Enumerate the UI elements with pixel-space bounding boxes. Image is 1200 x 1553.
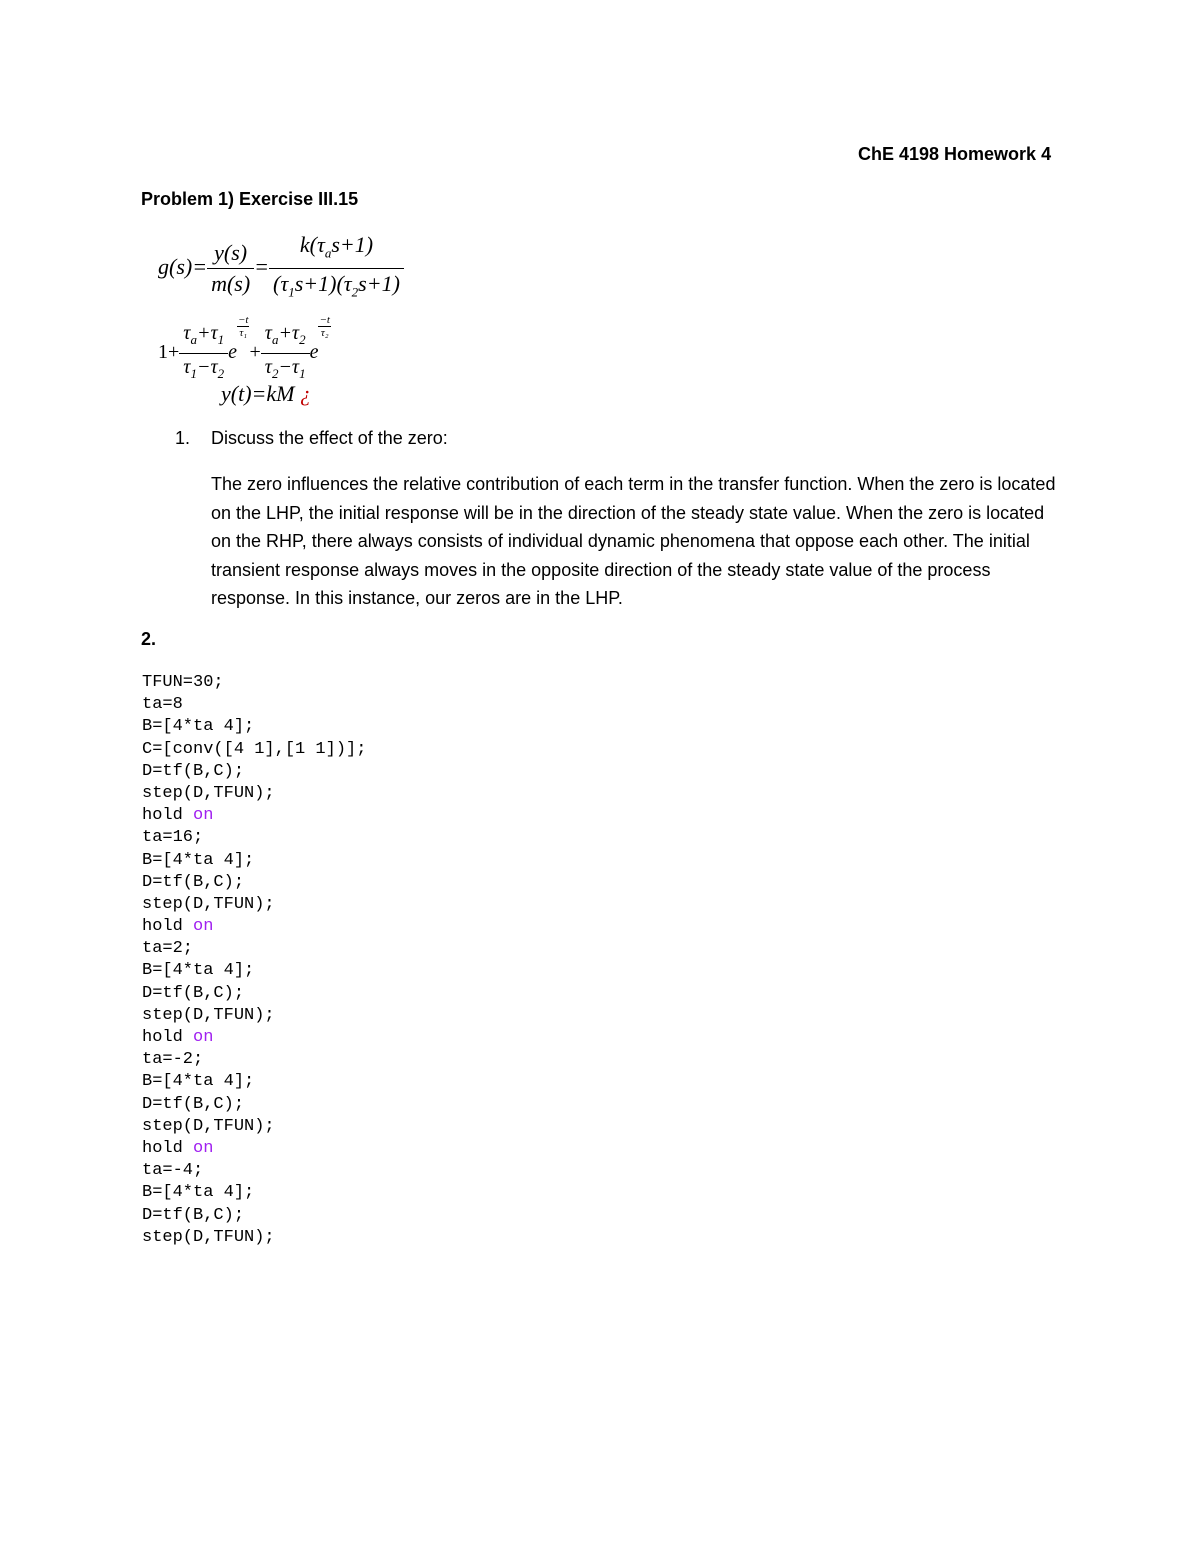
eq-den2-c: s+1) [358,271,400,297]
code-line [142,672,366,694]
code-line [142,805,366,827]
code-line-text: B=[4*ta 4]; [142,1072,255,1092]
resp-exp-top-2: −t [319,314,330,326]
list-marker-1: 1. [175,428,191,448]
eq-den2-b: s+1)(τ [294,271,352,297]
resp-den2-b-sub: 1 [299,365,306,381]
code-line [142,983,366,1005]
answer-paragraph: The zero influences the relative contribution of each term in the transfer function. When the zero is located on the LHP, the initial response will be in the direction of the steady state value. When the zero is located on the RHP, there always consists of individual dynamic phenomena that oppose each other. The initial transient response always moves in the opposite direction of the steady state value of the process response. In this instance, our zeros are in the LHP. [211,474,1056,609]
code-keyword: on [193,1138,214,1158]
document-header-title: ChE 4198 Homework 4 [858,144,1052,164]
code-line [142,761,366,783]
code-line [142,916,366,938]
resp-numerator-1 [179,320,228,354]
resp-exp-bot-1: τ₁ [239,327,248,339]
code-line [142,1227,366,1249]
resp-den2-a: τ [264,355,272,378]
code-line-text: step(D,TFUN); [142,894,275,914]
eq-num2-sub: a [324,245,332,261]
code-line [142,739,366,761]
code-line [142,938,366,960]
code-line-text: B=[4*ta 4]; [142,961,255,981]
code-line [142,783,366,805]
code-line-text: ta=16; [142,828,204,848]
code-line-text: ta=2; [142,939,194,959]
resp-num2-a-sub: a [271,331,279,347]
eq-num2-head: k(τ [299,232,325,257]
list-item-1 [175,428,448,449]
eq-fraction-1 [207,238,254,299]
code-line [142,716,366,738]
resp-num1-b-sub: 1 [217,331,225,347]
code-line [142,1071,366,1093]
eq-numerator-2 [269,230,404,269]
code-line [142,1094,366,1116]
code-line-text: D=tf(B,C); [142,1094,245,1114]
code-line-text: hold [142,917,194,937]
code-line-text: ta=-2; [142,1050,204,1070]
resp-plus: + [249,341,261,363]
code-line [142,850,366,872]
code-line [142,1005,366,1027]
code-line-text: step(D,TFUN); [142,1005,275,1025]
resp-fraction-2 [261,320,310,387]
code-line-text: C=[conv([4 1],[1 1])]; [142,739,367,759]
output-equation-text: y(t)=kM [221,381,295,406]
resp-den2-a-sub: 2 [271,365,279,381]
code-line-text: B=[4*ta 4]; [142,850,255,870]
code-line [142,1182,366,1204]
code-line-text: ta=-4; [142,1161,204,1181]
code-keyword: on [193,1028,214,1047]
code-line-text: hold [142,806,194,826]
resp-num2-b: +τ [278,321,300,344]
code-line-text: D=tf(B,C); [142,872,245,892]
list-marker-2: 2. [141,629,157,649]
code-line [142,1160,366,1182]
resp-den1-b-sub: 2 [217,365,225,381]
resp-exp-top-1: −t [238,314,249,326]
code-line-text: step(D,TFUN); [142,1116,275,1136]
resp-numerator-2 [261,320,310,354]
resp-exponent-1 [237,314,249,339]
code-line [142,1205,366,1227]
code-line-text: ta=8 [142,695,183,715]
code-line [142,872,366,894]
code-keyword: on [193,806,214,826]
code-line-text: B=[4*ta 4]; [142,717,255,737]
problem-heading: Problem 1) Exercise III.15 [141,189,359,209]
code-line-text: B=[4*ta 4]; [142,1183,255,1203]
code-line [142,1116,366,1138]
resp-den1-a: τ [183,355,191,378]
code-line-text: hold [142,1028,194,1047]
eq-den2-a-sub: 1 [288,284,295,300]
resp-exponent-2 [318,314,330,339]
output-equation-error-glyph: ¿ [299,381,311,406]
eq-fraction-2 [269,230,404,308]
resp-num2-b-sub: 2 [299,331,306,347]
code-line [142,827,366,849]
code-line [142,694,366,716]
code-line-text: step(D,TFUN); [142,783,275,803]
eq-equals: = [254,253,270,279]
resp-num1-b: +τ [196,321,218,344]
resp-den2-b: −τ [278,355,300,378]
eq-numerator-1: y(s) [207,238,254,269]
code-line-text: step(D,TFUN); [142,1227,275,1247]
code-line-text: TFUN=30; [142,673,224,692]
resp-den1-a-sub: 1 [190,365,197,381]
transfer-function-equation [158,230,404,308]
eq-den2-a: (τ [273,271,289,297]
code-line-text: D=tf(B,C); [142,983,245,1003]
code-line [142,1049,366,1071]
resp-den1-b: −τ [196,355,218,378]
code-line [142,960,366,982]
eq-denominator-1: m(s) [211,271,251,297]
code-line-text: hold [142,1138,194,1158]
eq-num2-tail: s+1) [331,232,374,257]
list-item-1-text: Discuss the effect of the zero: [211,428,448,448]
resp-num2-a: τ [264,321,272,344]
code-line-text: D=tf(B,C); [142,1205,245,1225]
eq-denominator-2 [269,269,404,307]
resp-exp-base-1: e [228,341,237,363]
resp-one: 1+ [158,341,180,363]
eq-lhs: g(s)= [158,253,208,279]
code-line-text: D=tf(B,C); [142,761,245,781]
code-line [142,894,366,916]
output-equation [221,381,311,407]
step-response-expression [158,314,331,387]
resp-fraction-1 [179,320,228,387]
resp-exp-bot-2: τ₂ [320,327,329,339]
code-line [142,1138,366,1160]
resp-exp-base-2: e [309,341,319,363]
matlab-code-block [142,672,366,1249]
code-keyword: on [193,917,214,937]
code-line [142,1027,366,1049]
resp-num1-a-sub: a [190,331,197,347]
resp-num1-a: τ [183,321,191,344]
eq-den2-b-sub: 2 [351,284,359,300]
